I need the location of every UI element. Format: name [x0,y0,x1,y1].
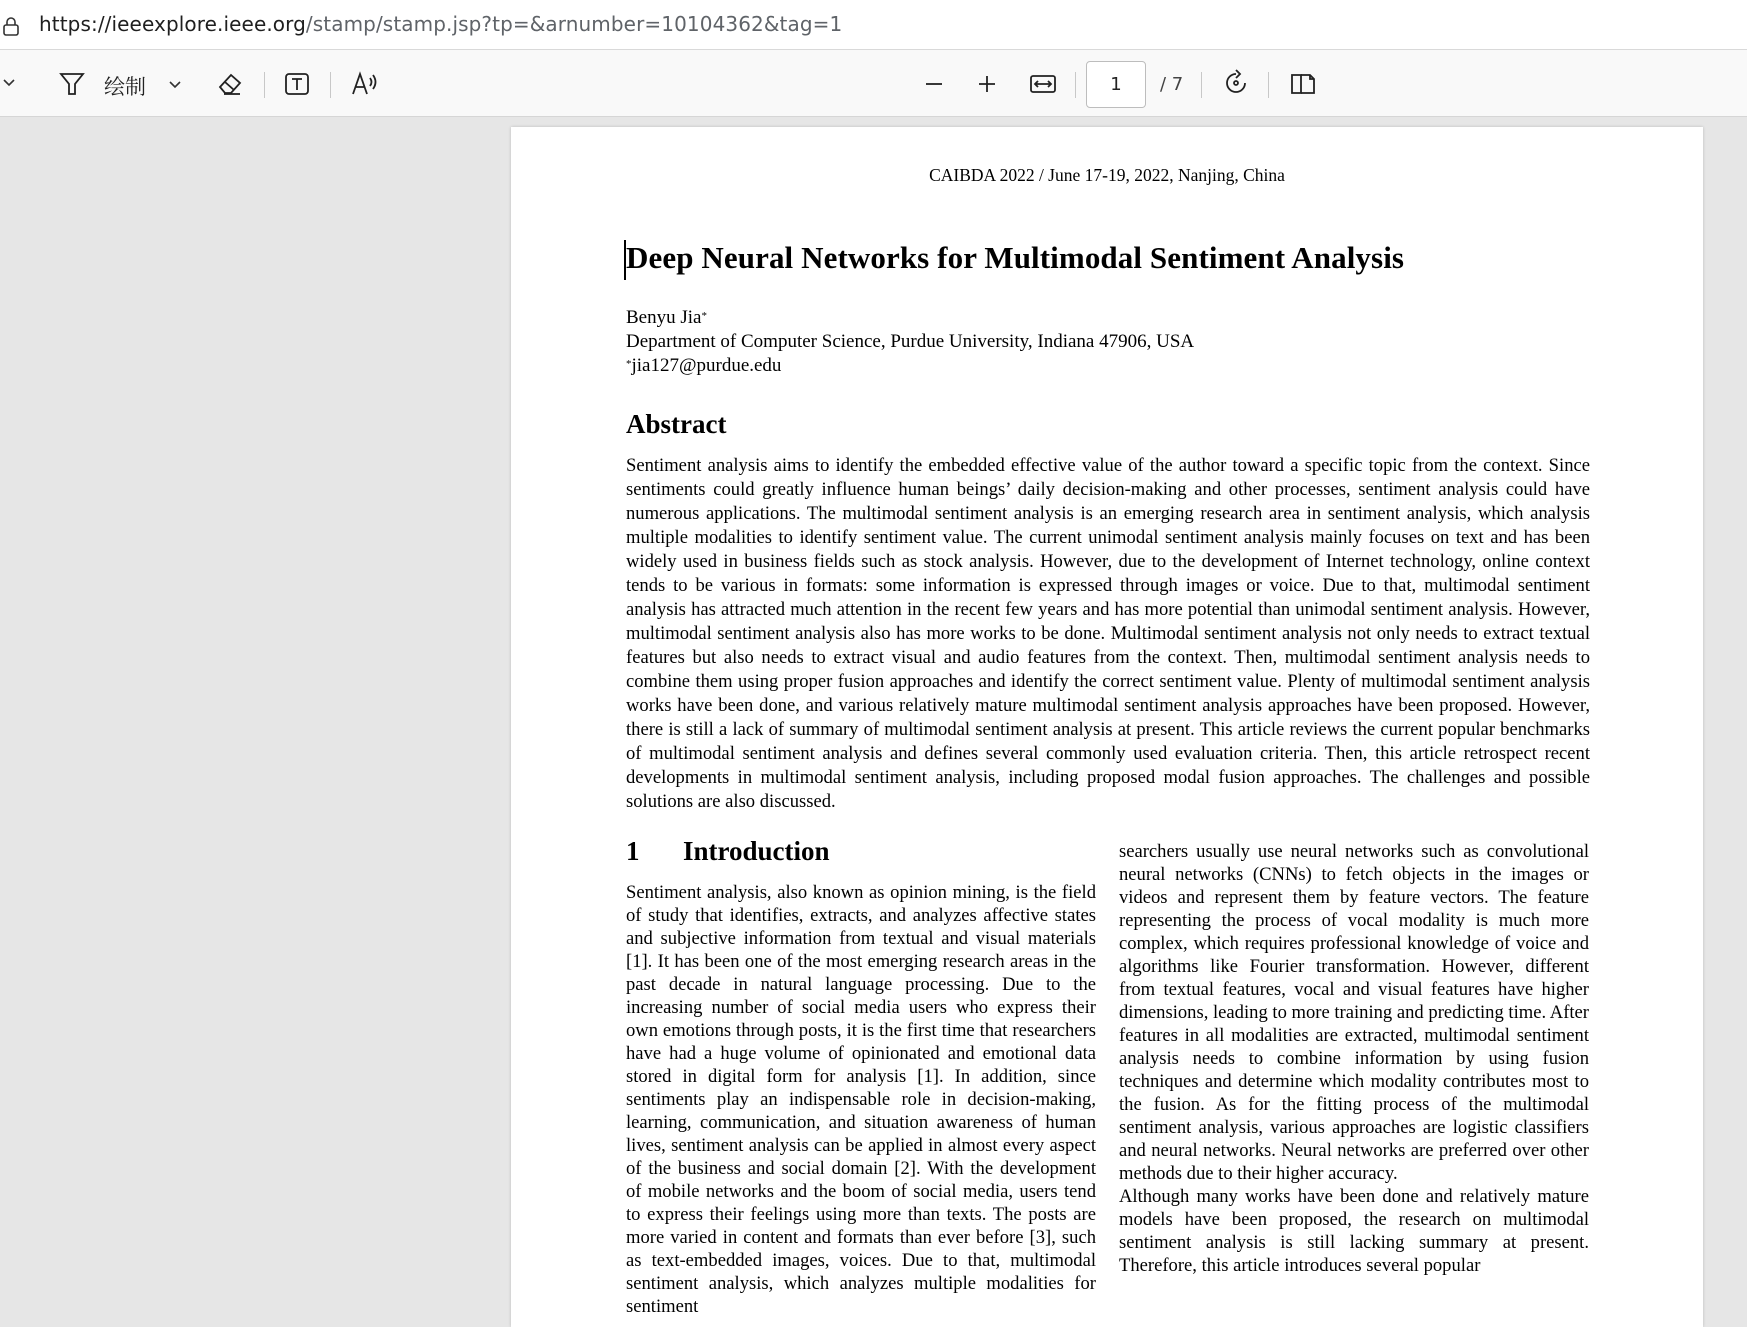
affiliation: Department of Computer Science, Purdue University, Indiana 47906, USA [626,331,1195,352]
email: jia127@purdue.edu [631,355,782,376]
zoom-out-icon[interactable] [922,72,946,96]
intro-paragraph: searchers usually use neural networks such as convolutional neural networks (CNNs) to fetch objects in the images or videos and represent them by feature vectors. The feature representing the process of vocal modality is much more complex, which requires professional knowledge of voice and algorithms like Fourier transformation. However, different from textual features, vocal and visual features have higher dimensions, leading to more training and predicting time. After features in all modalities are extracted, multimodal sentiment analysis needs to combine information by using fusion techniques and determine which modality contributes most to the fusion. As for the fitting process of the multimodal sentiment analysis, various approaches are logistic classifiers and neural networks. Neural networks are preferred over other methods due to their higher accuracy. [1119,841,1589,1184]
toolbar-separator [264,72,265,98]
email-line [626,354,1194,378]
fit-width-icon[interactable] [1029,71,1057,97]
rotate-icon[interactable] [1222,69,1250,97]
page-number-input[interactable] [1086,61,1146,108]
url-text[interactable] [39,12,842,36]
address-bar[interactable] [0,0,1747,50]
section-number: 1 [626,836,640,866]
read-aloud-icon[interactable] [350,70,380,98]
chevron-down-icon[interactable] [2,75,16,89]
intro-paragraph: Sentiment analysis, also known as opinion mining, is the field of study that identifies, extracts, and analyzes affective states and subjective information from textual and visual materials [1]. It has been one of the most emerging research areas in the past decade in natural language processing. Due to the increasing number of social media users who express their own emotions through posts, it is the first time that researchers have had a huge volume of opinionated and emotional data stored in digital form for analysis [1]. In addition, since sentiments play an indispensable role in decision-making, learning, communication, and situation awareness of human lives, sentiment analysis can be applied in almost every aspect of the business and social domain [2]. With the development of mobile networks and the boom of social media, users tend to express their feelings using more than texts. The posts are more varied in content and formats than ever before [3], such as text-embedded images, voices. Due to that, multimodal sentiment analysis, which analyzes multiple modalities for sentiment [626,882,1096,1317]
toolbar-separator [1201,72,1202,98]
paper-title: Deep Neural Networks for Multimodal Sentiment Analysis [626,240,1405,275]
text-box-icon[interactable] [283,70,311,98]
intro-paragraph: Although many works have been done and relatively mature models have been proposed, the research on multimodal sentiment analysis is still lacking summary at present. Therefore, this article introduces several popular [1119,1186,1589,1276]
zoom-in-icon[interactable] [975,72,999,96]
toolbar-separator [1268,72,1269,98]
email-mark: * [626,358,632,370]
page-view-icon[interactable] [1288,70,1318,98]
right-column [1119,840,1589,1277]
toolbar-separator [330,72,331,98]
url-host: https://ieeexplore.ieee.org [39,12,306,36]
eraser-icon[interactable] [216,69,244,97]
author-block [626,306,1194,378]
left-column [626,881,1096,1318]
abstract-text: Sentiment analysis aims to identify the embedded effective value of the author toward a specific topic from the context. Since sentiments could greatly influence human beings’ daily decision-making and other processes, sentiment analysis could have numerous applications. The multimodal sentiment analysis is an emerging research area in sentiment analysis, which analysis multiple modalities to identify sentiment value. The current unimodal sentiment analysis mainly focuses on text and has been widely used in business fields such as stock analysis. However, due to the development of Internet technology, online context tends to be various in formats: some information is expressed through images or voice. Due to that, multimodal sentiment analysis has attracted much attention in the recent few years and has more potential than unimodal sentiment analysis. However, multimodal sentiment analysis also has more works to be done. Multimodal sentiment analysis not only needs to extract textual features but also needs to extract visual and audio features from the context. Then, multimodal sentiment analysis needs to combine them using proper fusion approaches and identify the correct sentiment value. Plenty of multimodal sentiment analysis works have been done, and various relatively mature multimodal sentiment analysis approaches have been proposed. However, there is still a lack of summary of multimodal sentiment analysis at present. This article reviews the current popular benchmarks of multimodal sentiment analysis and defines several commonly used evaluation criteria. Then, this article retrospect recent developments in multimodal sentiment analysis, including proposed modal fusion approaches. The challenges and possible solutions are also discussed. [626,455,1590,812]
conference-header: CAIBDA 2022 / June 17-19, 2022, Nanjing, China [929,165,1285,185]
introduction-heading [626,836,830,867]
lock-icon[interactable] [2,16,22,36]
draw-icon[interactable] [58,70,86,98]
abstract-heading: Abstract [626,409,727,439]
author-line [626,306,1194,330]
toolbar-separator [1075,72,1076,98]
section-title: Introduction [683,836,830,866]
pdf-toolbar [0,50,1747,117]
url-path: /stamp/stamp.jsp?tp=&arnumber=10104362&tag=1 [305,12,843,36]
author-mark: * [701,310,707,322]
draw-button-label[interactable]: 绘制 [104,75,146,99]
draw-options-chevron-icon[interactable] [168,77,182,91]
page-total: / 7 [1160,74,1184,95]
author-name: Benyu Jia [626,307,702,328]
pdf-page [511,127,1703,1327]
